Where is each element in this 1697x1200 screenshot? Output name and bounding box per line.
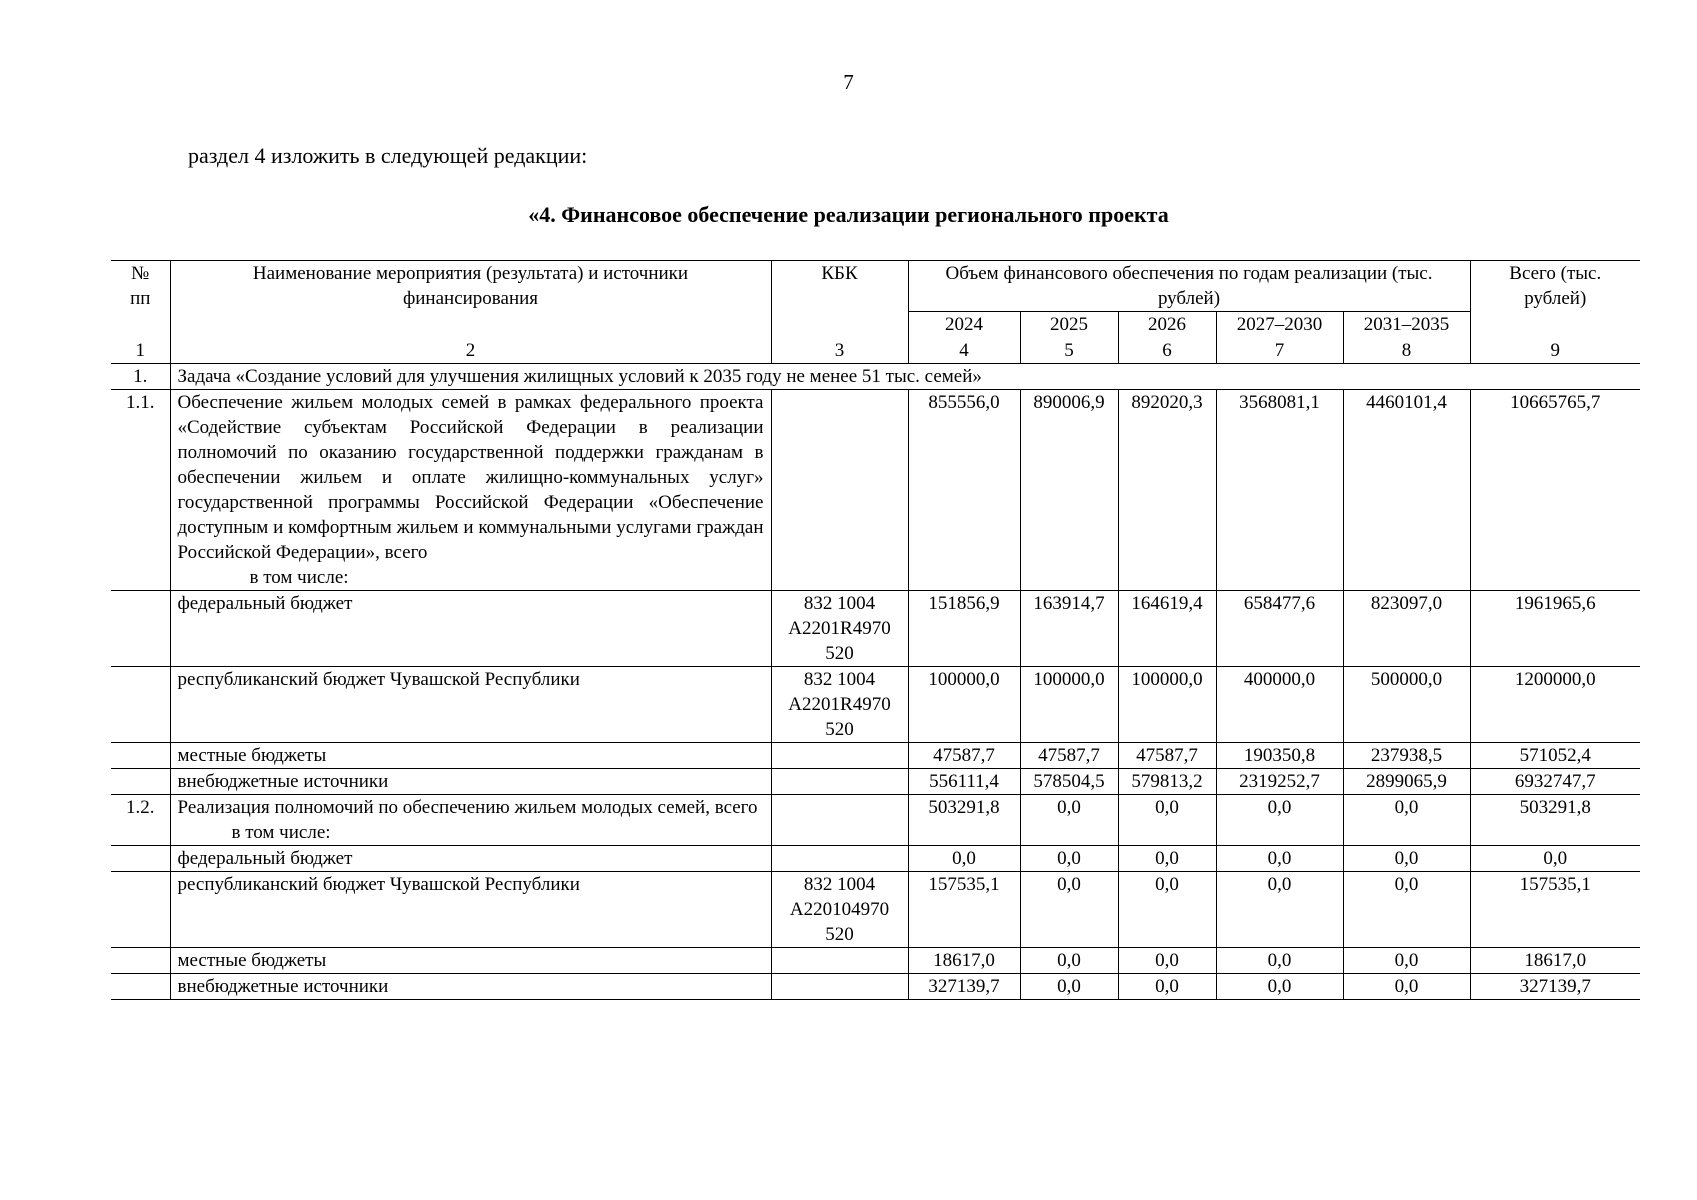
value-2031-2035: 0,0 [1343,846,1470,872]
value-2026: 0,0 [1118,846,1216,872]
table-row [111,667,1640,743]
table-row [111,872,1640,948]
column-number: 3 [771,338,908,364]
column-number: 2 [170,338,771,364]
row-name: местные бюджеты [170,743,771,769]
value-2026: 0,0 [1118,948,1216,974]
table-row [111,974,1640,1000]
row-num [111,948,170,974]
value-total: 157535,1 [1470,872,1640,948]
value-2027-2030: 0,0 [1216,974,1343,1000]
value-2027-2030: 0,0 [1216,846,1343,872]
row-num [111,667,170,743]
table-row [111,948,1640,974]
value-2031-2035: 2899065,9 [1343,769,1470,795]
value-total: 18617,0 [1470,948,1640,974]
value-total: 1961965,6 [1470,591,1640,667]
column-number: 5 [1020,338,1118,364]
including-label: в том числе: [249,567,349,588]
value-2027-2030: 0,0 [1216,948,1343,974]
header-num: № пп [111,261,170,338]
header-kbk: КБК [771,261,908,338]
table-row [111,591,1640,667]
column-number: 8 [1343,338,1470,364]
value-total: 0,0 [1470,846,1640,872]
value-2027-2030: 190350,8 [1216,743,1343,769]
header-year: 2025 [1020,312,1118,338]
row-name: местные бюджеты [170,948,771,974]
row-num [111,872,170,948]
row-num [111,974,170,1000]
intro-text: раздел 4 изложить в следующей редакции: [188,143,588,168]
value-2026: 0,0 [1118,974,1216,1000]
value-2027-2030: 658477,6 [1216,591,1343,667]
row-kbk [771,795,908,846]
value-2031-2035: 0,0 [1343,795,1470,846]
table-row [111,390,1640,591]
row-name: федеральный бюджет [170,591,771,667]
value-2024: 503291,8 [908,795,1020,846]
row-kbk [771,948,908,974]
value-2027-2030: 400000,0 [1216,667,1343,743]
value-2024: 100000,0 [908,667,1020,743]
value-2025: 0,0 [1020,872,1118,948]
value-total: 10665765,7 [1470,390,1640,591]
row-name: республиканский бюджет Чувашской Республики [170,872,771,948]
row-name-cell [170,795,771,846]
row-num [111,743,170,769]
table-row [111,769,1640,795]
column-number: 4 [908,338,1020,364]
header-total: Всего (тыс. рублей) [1470,261,1640,338]
task-text: Задача «Создание условий для улучшения жилищных условий к 2035 году не менее 51 тыс. семей» [170,364,1640,390]
value-total: 503291,8 [1470,795,1640,846]
table-row [111,795,1640,846]
table-row [111,846,1640,872]
value-2031-2035: 0,0 [1343,948,1470,974]
row-num [111,591,170,667]
column-number: 6 [1118,338,1216,364]
value-2025: 0,0 [1020,795,1118,846]
row-name-cell [170,390,771,591]
value-2031-2035: 500000,0 [1343,667,1470,743]
value-2025: 0,0 [1020,948,1118,974]
value-2031-2035: 0,0 [1343,974,1470,1000]
value-2027-2030: 2319252,7 [1216,769,1343,795]
row-num [111,846,170,872]
value-2024: 47587,7 [908,743,1020,769]
row-num [111,769,170,795]
value-2025: 0,0 [1020,974,1118,1000]
value-total: 327139,7 [1470,974,1640,1000]
value-2024: 151856,9 [908,591,1020,667]
header-year: 2031–2035 [1343,312,1470,338]
row-name: Обеспечение жильем молодых семей в рамках федерального проекта «Содействие субъектам Российской Федерации в реализации полномочий по оказанию государственной поддержки гражданам в обеспечении жильем и оплате жилищно-коммунальных услуг» государственной программы Российской Федерации «Обеспечение доступным и комфортным жильем и коммунальными услугами граждан Российской Федерации», всего [177,392,764,563]
column-number: 7 [1216,338,1343,364]
value-2025: 47587,7 [1020,743,1118,769]
value-2026: 164619,4 [1118,591,1216,667]
row-name: федеральный бюджет [170,846,771,872]
value-2024: 556111,4 [908,769,1020,795]
value-2024: 0,0 [908,846,1020,872]
value-2025: 578504,5 [1020,769,1118,795]
including-label: в том числе: [231,822,331,843]
row-kbk: 832 1004 A220104970 520 [771,872,908,948]
row-name: Реализация полномочий по обеспечению жильем молодых семей, всего [177,797,758,818]
task-num: 1. [111,364,170,390]
row-name: внебюджетные источники [170,769,771,795]
value-2025: 163914,7 [1020,591,1118,667]
value-2031-2035: 0,0 [1343,872,1470,948]
value-2024: 157535,1 [908,872,1020,948]
header-year: 2024 [908,312,1020,338]
row-kbk: 832 1004 A2201R4970 520 [771,591,908,667]
value-2026: 0,0 [1118,795,1216,846]
value-2031-2035: 4460101,4 [1343,390,1470,591]
value-2026: 579813,2 [1118,769,1216,795]
value-2026: 0,0 [1118,872,1216,948]
financing-table [111,260,1640,1000]
value-2026: 100000,0 [1118,667,1216,743]
value-2031-2035: 237938,5 [1343,743,1470,769]
row-kbk [771,846,908,872]
row-num: 1.1. [111,390,170,591]
row-kbk [771,974,908,1000]
task-row [111,364,1640,390]
value-2031-2035: 823097,0 [1343,591,1470,667]
value-2027-2030: 0,0 [1216,872,1343,948]
value-total: 1200000,0 [1470,667,1640,743]
value-2026: 47587,7 [1118,743,1216,769]
column-number: 1 [111,338,170,364]
value-2025: 890006,9 [1020,390,1118,591]
header-volume: Объем финансового обеспечения по годам реализации (тыс. рублей) [908,261,1470,312]
row-kbk [771,769,908,795]
row-name: внебюджетные источники [170,974,771,1000]
value-2025: 100000,0 [1020,667,1118,743]
column-number: 9 [1470,338,1640,364]
value-2024: 855556,0 [908,390,1020,591]
row-name: республиканский бюджет Чувашской Республики [170,667,771,743]
row-kbk [771,390,908,591]
value-total: 571052,4 [1470,743,1640,769]
value-2027-2030: 0,0 [1216,795,1343,846]
row-num: 1.2. [111,795,170,846]
column-number-row [111,338,1640,364]
row-kbk [771,743,908,769]
value-total: 6932747,7 [1470,769,1640,795]
section-heading: «4. Финансовое обеспечение реализации регионального проекта [528,202,1169,227]
header-year: 2027–2030 [1216,312,1343,338]
row-kbk: 832 1004 A2201R4970 520 [771,667,908,743]
header-year: 2026 [1118,312,1216,338]
page-number: 7 [843,70,854,94]
table-row [111,743,1640,769]
value-2026: 892020,3 [1118,390,1216,591]
value-2024: 18617,0 [908,948,1020,974]
header-name: Наименование мероприятия (результата) и источники финансирования [170,261,771,338]
value-2024: 327139,7 [908,974,1020,1000]
value-2025: 0,0 [1020,846,1118,872]
value-2027-2030: 3568081,1 [1216,390,1343,591]
